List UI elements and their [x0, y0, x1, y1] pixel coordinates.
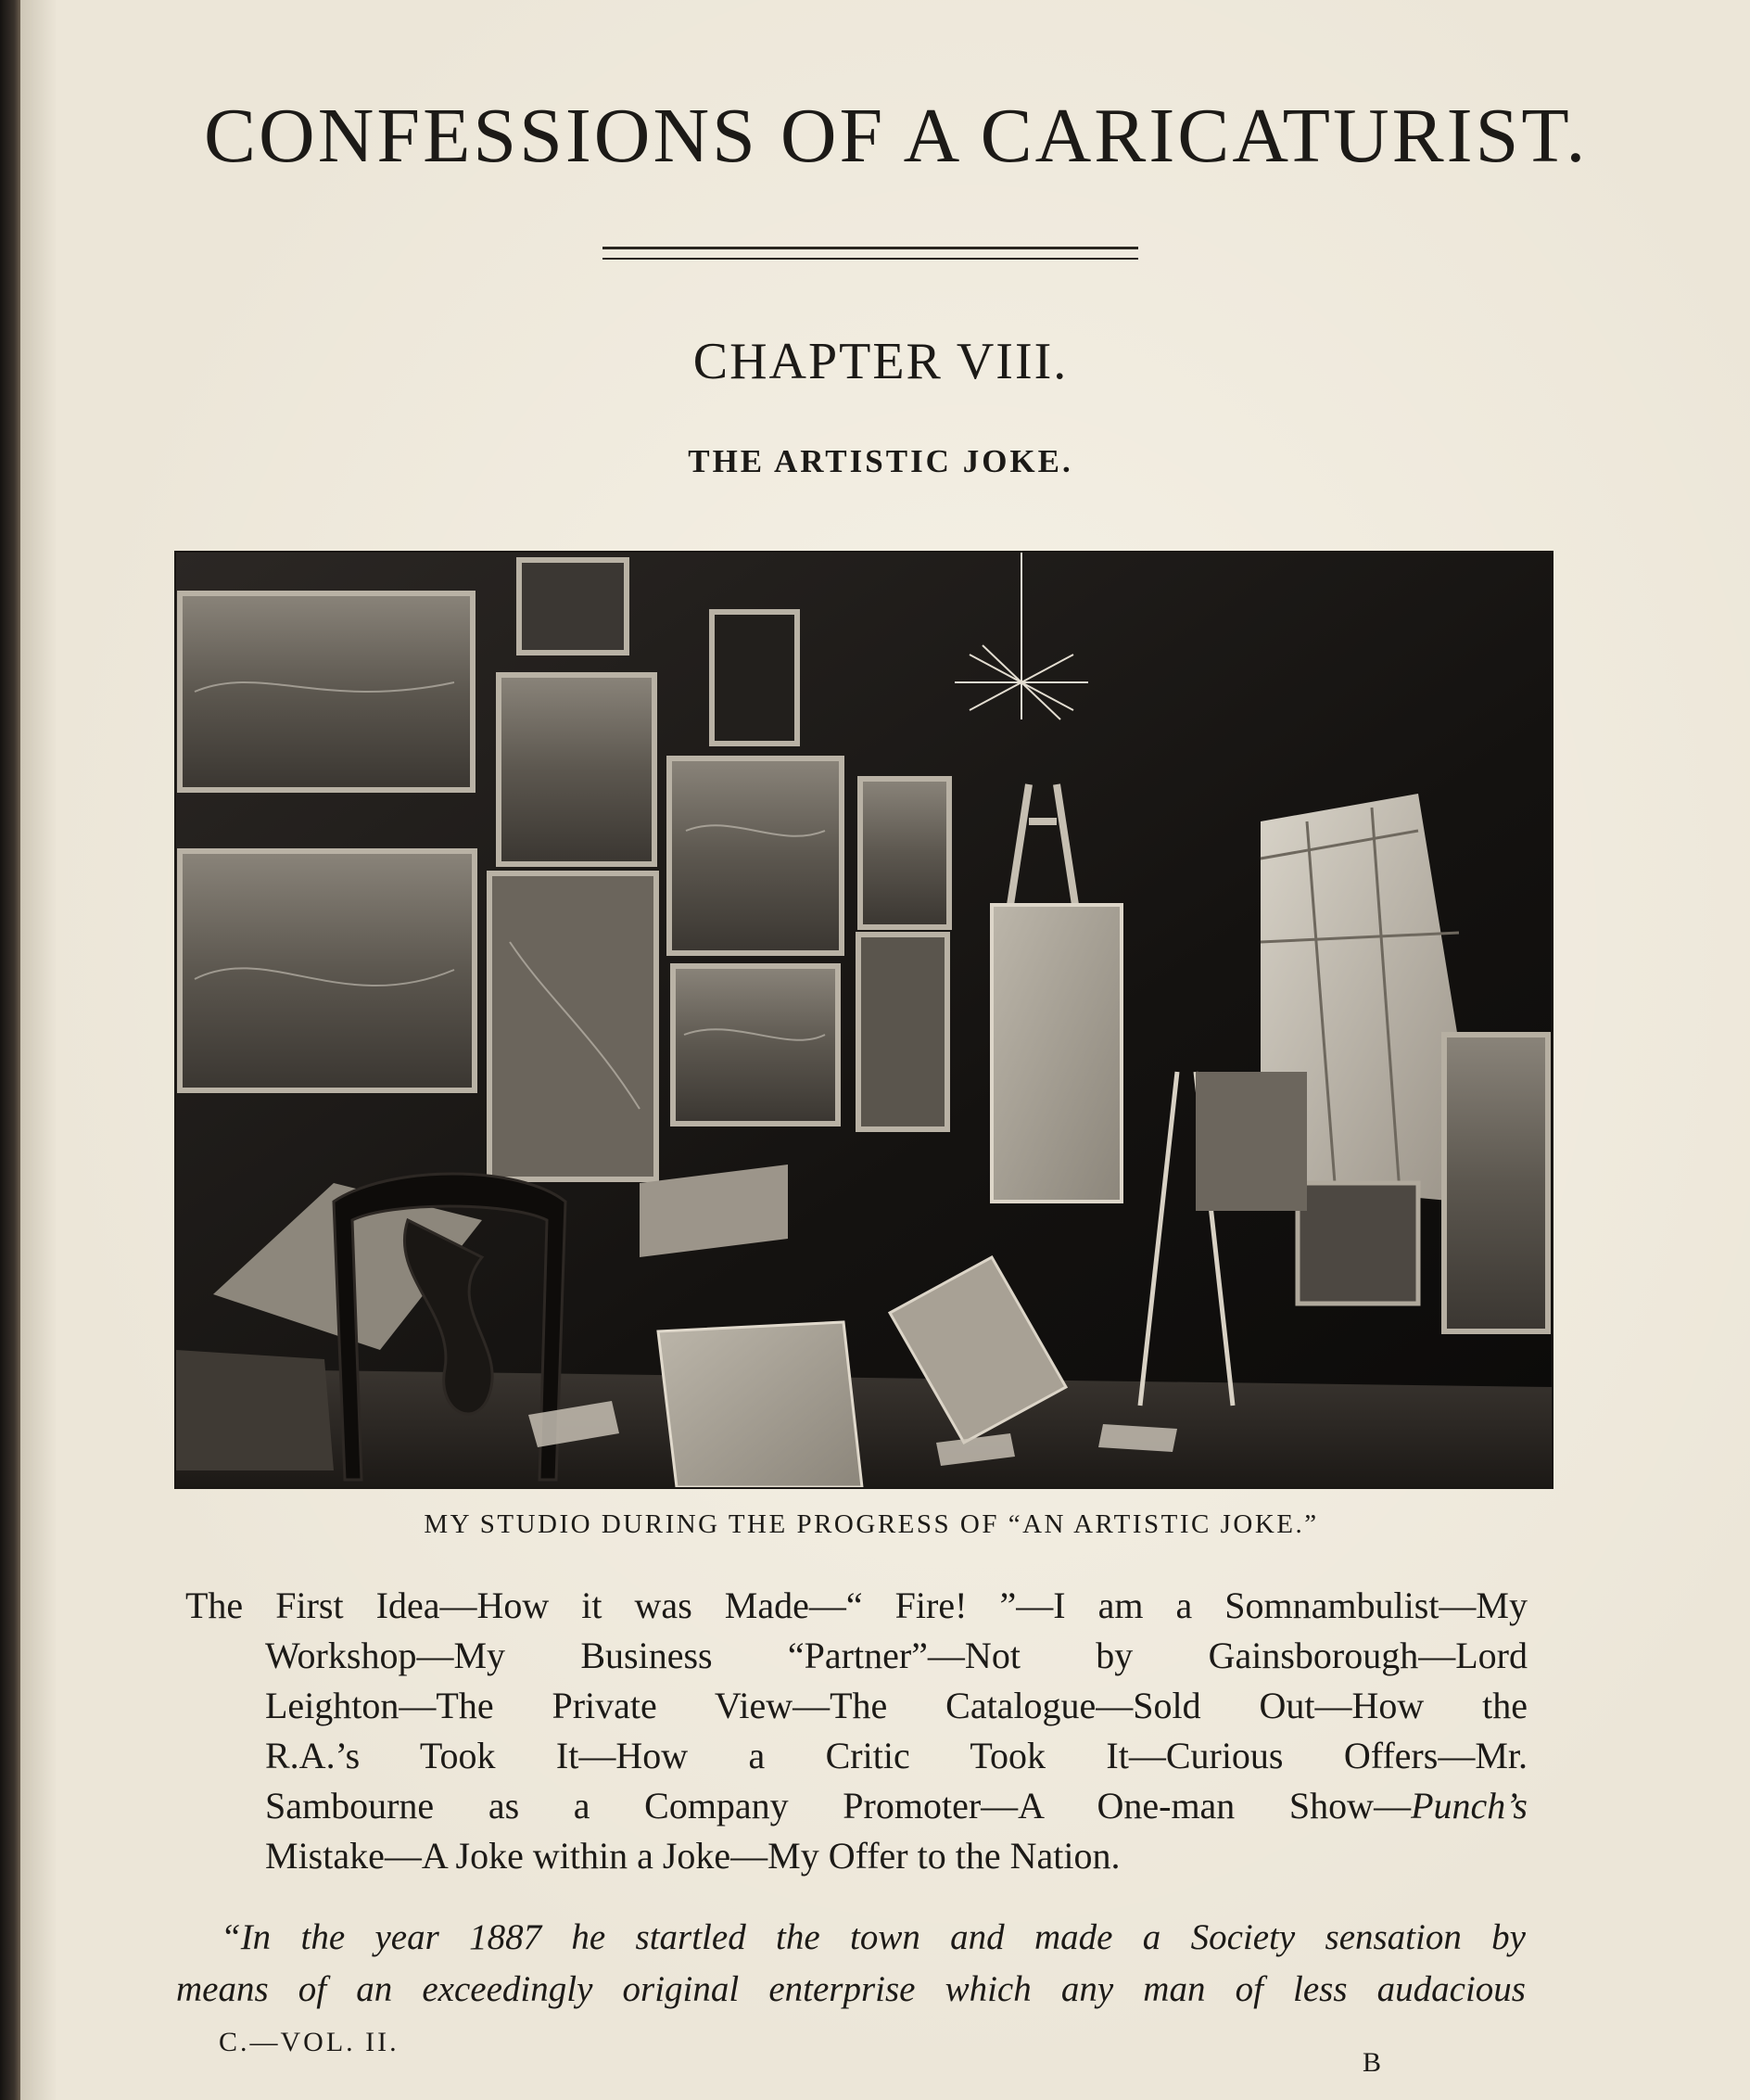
- synopsis-line: Mistake—A Joke within a Joke—My Offer to the Nation.: [265, 1835, 1121, 1877]
- opening-quote: [176, 1912, 1526, 2016]
- chapter-synopsis: [185, 1581, 1528, 1881]
- synopsis-line: The First Idea—How it was Made—“ Fire! ”—I am a Somnambulist—My: [185, 1585, 1528, 1626]
- signature-mark: C.—VOL. II.: [219, 2027, 399, 2057]
- synopsis-line-with-italic: [265, 1781, 1528, 1831]
- running-head: CONFESSIONS OF A CARICATURIST.: [204, 93, 1589, 179]
- photo-caption: MY STUDIO DURING THE PROGRESS OF “AN ARTISTIC JOKE.”: [424, 1509, 1319, 1539]
- book-binding-edge: [0, 0, 20, 2100]
- quote-line: “In the year 1887 he startled the town and made a Society sensation by: [221, 1917, 1526, 1957]
- quote-line: means of an exceedingly original enterprise which any man of less audacious: [176, 1969, 1526, 2009]
- synopsis-line: R.A.’s Took It—How a Critic Took It—Curious Offers—Mr.: [265, 1735, 1528, 1776]
- studio-photograph: [174, 551, 1553, 1489]
- signature-letter: B: [1363, 2047, 1382, 2078]
- synopsis-line-text: Sambourne as a Company Promoter—A One-man Show—: [265, 1785, 1412, 1826]
- chapter-title: THE ARTISTIC JOKE.: [688, 443, 1073, 479]
- chapter-number: CHAPTER VIII.: [692, 333, 1069, 390]
- synopsis-line: Workshop—My Business “Partner”—Not by Gainsborough—Lord: [265, 1635, 1528, 1676]
- punch-italic: Punch’s: [1411, 1785, 1528, 1826]
- double-rule-divider: [602, 247, 1138, 260]
- synopsis-line: Leighton—The Private View—The Catalogue—Sold Out—How the: [265, 1685, 1528, 1726]
